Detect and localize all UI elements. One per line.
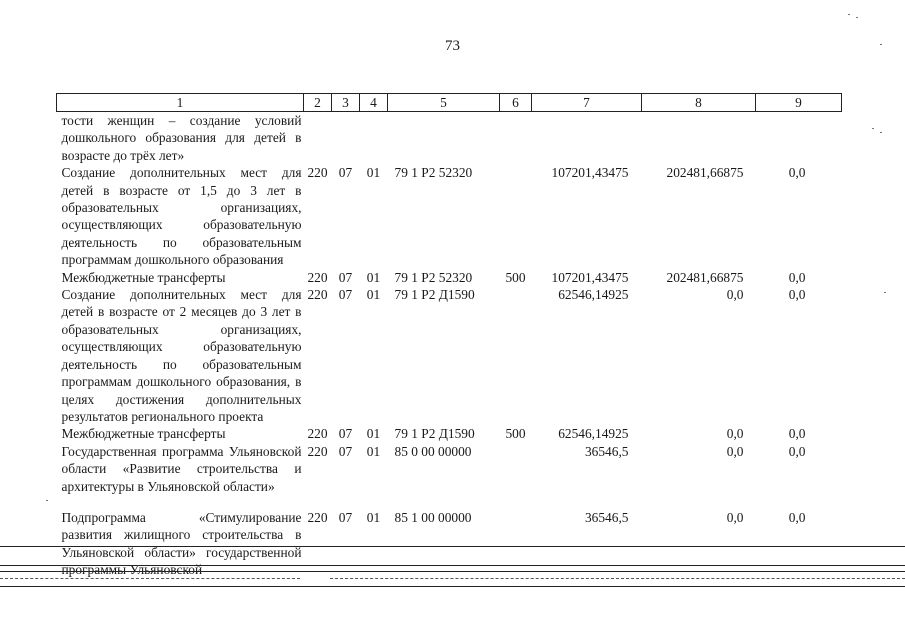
section-code-cell: 07 [338,269,353,285]
amount-3-cell: 0,0 [788,426,806,442]
spacer-cell [57,495,842,509]
amount-3-cell [756,112,842,165]
ministry-code-cell: 220 [307,443,328,459]
expense-type-cell [500,164,532,268]
column-header-section: 3 [332,94,360,112]
amount-2-cell: 0,0 [726,287,744,303]
row-name-cell: тости женщин – создание условий дошкольного образования для детей в возрасте до трёх лет» [61,113,302,163]
section-code-cell: 07 [338,165,353,181]
amount-1-cell: 62546,14925 [558,426,629,442]
table-row [57,509,842,579]
subsection-code-cell: 01 [366,509,381,525]
scan-cut-line [0,586,905,587]
row-name-cell: Межбюджетные трансферты [61,426,226,442]
column-header-subsection: 4 [360,94,388,112]
amount-2-cell [642,112,756,165]
row-name-cell: Межбюджетные трансферты [61,269,226,285]
subsection-code-cell: 01 [366,165,381,181]
scan-speck [848,14,850,15]
amount-3-cell: 0,0 [788,165,806,181]
amount-3-cell: 0,0 [788,287,806,303]
amount-1-cell: 36546,5 [584,509,629,525]
target-article-cell: 85 1 00 00000 [394,509,472,525]
column-header-name: 1 [57,94,304,112]
amount-1-cell: 62546,14925 [558,287,629,303]
target-article-cell: 79 1 P2 Д1590 [394,287,475,303]
ministry-code-cell: 220 [307,509,328,525]
amount-3-cell: 0,0 [788,269,806,285]
row-name-cell: Создание дополнительных мест для детей в возрасте от 2 месяцев до 3 лет в образовательных организациях, осуществляющих образовательную деятельность по образовательным программам дошкольного образования, в целях достижения дополнительных результатов регионального проекта [61,287,302,424]
column-header-amount-3: 9 [756,94,842,112]
ministry-code-cell: 220 [307,287,328,303]
scan-cut-line [0,565,905,566]
subsection-code-cell: 01 [366,443,381,459]
table-row [57,269,842,286]
amount-1-cell: 107201,43475 [551,165,629,181]
amount-2-cell: 202481,66875 [666,165,744,181]
table-row [57,112,842,165]
amount-3-cell: 0,0 [788,509,806,525]
scan-speck [872,128,874,129]
ministry-code-cell: 220 [307,426,328,442]
amount-1-cell: 107201,43475 [551,269,629,285]
expense-type-cell [500,112,532,165]
page-number: 73 [445,38,460,54]
row-name-cell: Создание дополнительных мест для детей в возрасте от 1,5 до 3 лет в образовательных организациях, осуществляющих образовательную деятельность по образовательным программам дошкольного образования [61,165,302,268]
scan-speck [880,44,882,45]
amount-2-cell: 202481,66875 [666,269,744,285]
scan-speck [880,132,882,133]
amount-3-cell: 0,0 [788,443,806,459]
column-header-amount-1: 7 [532,94,642,112]
subsection-code-cell: 01 [366,426,381,442]
scan-cut-line [0,571,905,572]
section-code-cell: 07 [338,509,353,525]
section-code-cell: 07 [338,443,353,459]
scan-speck [856,17,858,18]
table-row [57,443,842,495]
scan-speck [884,292,886,293]
target-article-cell: 79 1 P2 52320 [394,165,473,181]
column-header-expense-type: 6 [500,94,532,112]
ministry-code-cell: 220 [307,269,328,285]
amount-1-cell [532,112,642,165]
row-name-cell: Подпрограмма «Стимулирование развития жилищного строительства в Ульяновской области» государственной программы Ульяновской [61,509,302,578]
target-article-cell [388,112,500,165]
subsection-code-cell [360,112,388,165]
scan-dash-line [330,578,905,579]
expense-type-cell [500,509,532,579]
ministry-code-cell [304,112,332,165]
amount-1-cell: 36546,5 [584,443,629,459]
section-code-cell: 07 [338,287,353,303]
column-header-amount-2: 8 [642,94,756,112]
budget-table [56,93,842,579]
spacer-row [57,495,842,509]
table-row [57,164,842,268]
ministry-code-cell: 220 [307,165,328,181]
subsection-code-cell: 01 [366,287,381,303]
expense-type-cell [500,286,532,425]
subsection-code-cell: 01 [366,269,381,285]
scan-speck [46,500,48,501]
row-name-cell: Государственная программа Ульяновской области «Развитие строительства и архитектуры в Ульяновской области» [61,443,302,494]
expense-type-cell: 500 [505,269,526,285]
section-code-cell [332,112,360,165]
table-row [57,286,842,425]
table-row [57,425,842,442]
expense-type-cell [500,443,532,495]
column-header-ministry: 2 [304,94,332,112]
expense-type-cell: 500 [505,426,526,442]
target-article-cell: 85 0 00 00000 [394,443,472,459]
target-article-cell: 79 1 P2 52320 [394,269,473,285]
scan-cut-line [0,546,905,547]
scan-dash-line [0,578,300,579]
header-row [57,94,842,112]
section-code-cell: 07 [338,426,353,442]
column-header-target-article: 5 [388,94,500,112]
amount-2-cell: 0,0 [726,426,744,442]
amount-2-cell: 0,0 [726,443,744,459]
target-article-cell: 79 1 P2 Д1590 [394,426,475,442]
amount-2-cell: 0,0 [726,509,744,525]
